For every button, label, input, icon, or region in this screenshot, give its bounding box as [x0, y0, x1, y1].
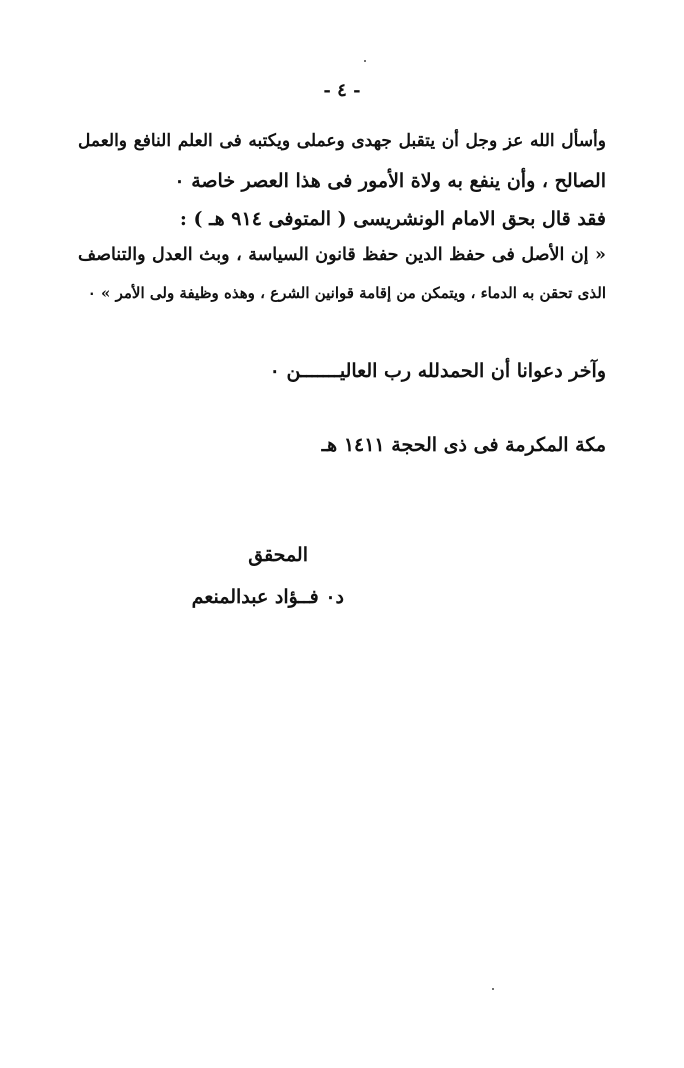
place-date: مكة المكرمة فى ذى الحجة ١٤١١ هـ: [321, 434, 606, 456]
quote-line-1: « إن الأصل فى حفظ الدين حفظ قانون السياسة ، وبث العدل والتناصف: [78, 245, 606, 265]
signature-title: المحقق: [248, 544, 308, 566]
closing-prayer: وآخر دعوانا أن الحمدلله رب العاليـــــــن ٠: [269, 360, 606, 382]
scan-speck: [492, 988, 494, 990]
scan-speck: [364, 60, 366, 62]
quote-intro: فقد قال بحق الامام الونشريسى ( المتوفى ٩١٤ هـ ) :: [179, 208, 606, 230]
paragraph-line-1: وأسأل الله عز وجل أن يتقبل جهدى وعملى ويكتبه فى العلم النافع والعمل: [78, 131, 606, 151]
quote-line-2: الذى تحقن به الدماء ، ويتمكن من إقامة قوانين الشرع ، وهذه وظيفة ولى الأمر » ٠: [87, 284, 606, 302]
signature-name: د٠ فــؤاد عبدالمنعم: [191, 586, 344, 608]
page-number: - ٤ -: [323, 80, 361, 101]
paragraph-line-2: الصالح ، وأن ينفع به ولاة الأمور فى هذا العصر خاصة ٠: [174, 170, 606, 192]
